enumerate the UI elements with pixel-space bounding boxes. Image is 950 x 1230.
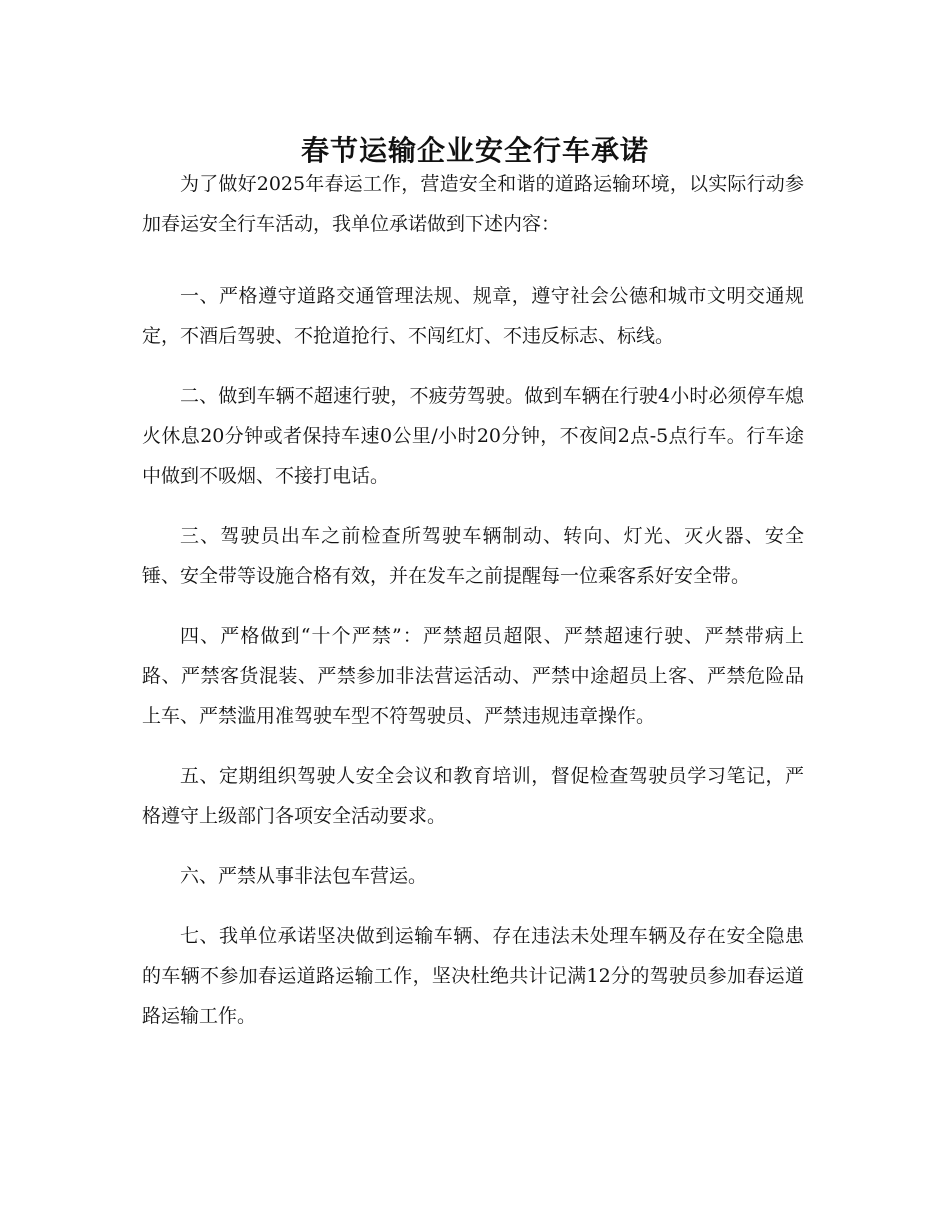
intro-paragraph: 为了做好2025年春运工作，营造安全和谐的道路运输环境，以实际行动参加春运安全行车活动，我单位承诺做到下述内容：: [142, 173, 804, 235]
document-body: [142, 164, 804, 1056]
clause-6-paragraph: 六、严禁从事非法包车营运。: [180, 865, 428, 887]
clause-5-paragraph: 五、定期组织驾驶人安全会议和教育培训，督促检查驾驶员学习笔记，严格遵守上级部门各项安全活动要求。: [142, 765, 804, 827]
clause-7-paragraph: 七、我单位承诺坚决做到运输车辆、存在违法未处理车辆及存在安全隐患的车辆不参加春运道路运输工作，坚决杜绝共计记满12分的驾驶员参加春运道路运输工作。: [142, 925, 804, 1027]
clause-1-paragraph: 一、严格遵守道路交通管理法规、规章，遵守社会公德和城市文明交通规定，不酒后驾驶、不抢道抢行、不闯红灯、不违反标志、标线。: [142, 285, 804, 347]
clause-4-paragraph: 四、严格做到“十个严禁”：严禁超员超限、严禁超速行驶、严禁带病上路、严禁客货混装、严禁参加非法营运活动、严禁中途超员上客、严禁危险品上车、严禁滥用准驾驶车型不符驾驶员、严禁违规违章操作。: [142, 625, 804, 727]
document-title: 春节运输企业安全行车承诺: [300, 133, 649, 167]
clause-3-paragraph: 三、驾驶员出车之前检查所驾驶车辆制动、转向、灯光、灭火器、安全锤、安全带等设施合格有效，并在发车之前提醒每一位乘客系好安全带。: [142, 525, 804, 587]
clause-2-paragraph: 二、做到车辆不超速行驶，不疲劳驾驶。做到车辆在行驶4小时必须停车熄火休息20分钟或者保持车速0公里/小时20分钟，不夜间2点-5点行车。行车途中做到不吸烟、不接打电话。: [142, 385, 804, 487]
